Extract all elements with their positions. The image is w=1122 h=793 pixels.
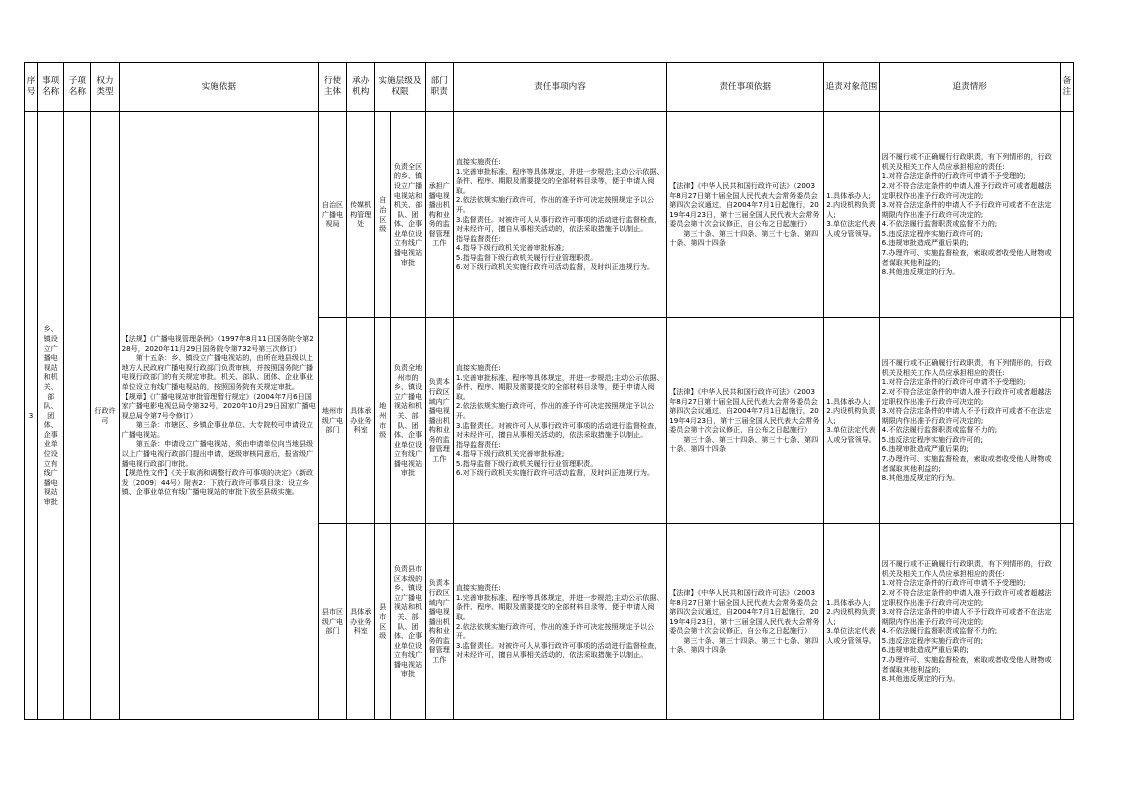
header-row [25,63,1074,112]
duty-list-page [24,62,1074,720]
row-dept-duty: 负责本行政区域内广播电视播出机构和业务的监督管理工作 [425,318,453,524]
header-subject: 行使主体 [318,63,346,112]
row-level: 自治区级 [375,112,391,318]
header-resp-content: 责任事项内容 [453,63,666,112]
row-level: 县市区级 [375,524,391,720]
row-situation: 因不履行或不正确履行行政职责，有下列情形的，行政机关及相关工作人员应承担相应的责任: 1.对符合法定条件的行政许可申请不予受理的; 2.对不符合法定条件的申请人准予行政许可或者超越法定职权作出准予行政许可决定的; 3.对符合法定条件的申请人不予行政许可或者不在法定期限内作出准予行政许可决定的; 4.不依法履行监督职责或监督不力的; 5.违反法定程序实施行政许可的; 6.违规审批造成严重后果的; 7.办理许可、实施监督检查，索取或者收受他人财物或者谋取其他利益的; 8.其他违反规定的行为。 [879,524,1060,720]
row-scope: 负责全地州市的乡、镇设立广播电视站和机关、部队、团体、企事业单位设立有线广播电视站审批 [391,318,425,524]
header-dept-duty: 部门职责 [425,63,453,112]
header-org: 承办机构 [347,63,375,112]
row-situation: 因不履行或不正确履行行政职责，有下列情形的，行政机关及相关工作人员应承担相应的责任: 1.对符合法定条件的行政许可申请不予受理的; 2.对不符合法定条件的申请人准予行政许可或者超越法定职权作出准予行政许可决定的; 3.对符合法定条件的申请人不予行政许可或者不在法定期限内作出准予行政许可决定的; 4.不依法履行监督职责或监督不力的; 5.违反法定程序实施行政许可的; 6.违规审批造成严重后果的; 7.办理许可、实施监督检查，索取或者收受他人财物或者谋取其他利益的; 8.其他违反规定的行为。 [879,318,1060,524]
table-row [25,112,1074,318]
item-name: 乡、镇设立广播电视站和机关、部队、团体、企事业单位设立有线广播电视站审批 [38,112,64,720]
row-resp-basis: 【法律】《中华人民共和国行政许可法》（2003年8月27日第十届全国人民代表大会常务委员会第四次会议通过，自2004年7月1日起施行，2019年4月23日，第十三届全国人民代表大会常务委员会第十次会议修正，自公布之日起施行） 第三十条、第三十四条、第三十七条、第四十条、第四十四条 [667,524,824,720]
item-power-type: 行政许可 [91,112,119,720]
row-resp-basis: 【法律】《中华人民共和国行政许可法》（2003年8月27日第十届全国人民代表大会常务委员会第四次会议通过，自2004年7月1日起施行，2019年4月23日，第十三届全国人民代表大会常务委员会第十次会议修正，自公布之日起施行） 第三十条、第三十四条、第三十七条、第四十条、第四十四条 [667,318,824,524]
header-power-type: 权力类型 [91,63,119,112]
row-org: 传媒机构管理处 [347,112,375,318]
row-org: 具体承办业务科室 [347,524,375,720]
row-scope: 负责县市区本级的乡、镇设立广播电视站和机关、部队、团体、企事业单位设立有线广播电视站审批 [391,524,425,720]
row-remark [1060,524,1073,720]
header-situation: 追责情形 [879,63,1060,112]
row-remark [1060,318,1073,524]
row-subject: 地州市级广电部门 [318,318,346,524]
row-target: 1.具体承办人; 2.内设机构负责人; 3.单位法定代表人或分管领导。 [824,318,879,524]
row-dept-duty: 负责本行政区域内广播电视播出机构和业务的监督管理工作 [425,524,453,720]
row-scope: 负责全区的乡、镇设立广播电视站和机关、部队、团体、企事业单位设立有线广播电视站审批 [391,112,425,318]
row-subject: 县市区级广电部门 [318,524,346,720]
row-resp-basis: 【法律】《中华人民共和国行政许可法》（2003年8月27日第十届全国人民代表大会常务委员会第四次会议通过，自2004年7月1日起施行，2019年4月23日，第十三届全国人民代表大会常务委员会第十次会议修正，自公布之日起施行） 第三十条、第三十四条、第三十七条、第四十条、第四十四条 [667,112,824,318]
header-resp-basis: 责任事项依据 [667,63,824,112]
row-situation: 因不履行或不正确履行行政职责，有下列情形的，行政机关及相关工作人员应承担相应的责任: 1.对符合法定条件的行政许可申请不予受理的; 2.对不符合法定条件的申请人准予行政许可或者超越法定职权作出准予行政许可决定的; 3.对符合法定条件的申请人不予行政许可或者不在法定期限内作出准予行政许可决定的; 4.不依法履行监督职责或监督不力的; 5.违反法定程序实施行政许可的; 6.违规审批造成严重后果的; 7.办理许可、实施监督检查，索取或者收受他人财物或者谋取其他利益的; 8.其他违反规定的行为。 [879,112,1060,318]
item-basis: 【法规】《广播电视管理条例》（1997年8月11日国务院令第228号，2020年11月29日国务院令第732号第三次修订） 第十五条：乡、镇设立广播电视站的，由所在地县级以上地方人民政府广播电视行政部门负责审核，并按照国务院广播电视行政部门的有关规定审批。机关、部队、团体、企业事业单位设立有线广播电视站的，按照国务院有关规定审批。 【规章】《广播电视站审批管理暂行规定》（2004年7月6日国家广播电影电视总局令第32号，2020年10月29日国家广播电视总局令第7号令修订） 第三条：市辖区、乡镇企事业单位、大专院校可申请设立广播电视站。 第五条：申请设立广播电视站，须由申请单位向当地县级以上广播电视行政部门提出申请，逐级审核同意后，报省级广播电视行政部门审批。 【规范性文件】《关于取消和调整行政许可事项的决定》（新政发〔2009〕44号）附表2：下放行政许可事项目录：设立乡镇、企事业单位有线广播电视站的审批下放至县级实施。 [119,112,318,720]
header-remark: 备注 [1060,63,1073,112]
row-resp-content: 直接实施责任: 1.完善审批标准、程序等具体规定，并进一步规范;主动公示依据、条件、程序、期限及需要提交的全部材料目录等，便于申请人阅取。 2.依法依规实施行政许可，作出的准予许可决定按照规定予以公开。 3.监督责任。对被许可人从事行政许可事项的活动进行监督检查，对未经许可，擅自从事相关活动的，依法采取措施予以制止。 [453,524,666,720]
power-duty-table [24,62,1074,720]
item-seq: 3 [25,112,38,720]
item-subname [64,112,91,720]
row-subject: 自治区广播电视局 [318,112,346,318]
header-subitem-name: 子项名称 [64,63,91,112]
header-item-name: 事项名称 [38,63,64,112]
row-dept-duty: 承担广播电视播出机构和业务的监督管理工作 [425,112,453,318]
header-target: 追责对象范围 [824,63,879,112]
header-basis: 实施依据 [119,63,318,112]
row-remark [1060,112,1073,318]
row-target: 1.具体承办人; 2.内设机构负责人; 3.单位法定代表人或分管领导。 [824,524,879,720]
header-level: 实施层级及权限 [375,63,425,112]
row-resp-content: 直接实施责任: 1.完善审批标准、程序等具体规定，并进一步规范;主动公示依据、条件、程序、期限及需要提交的全部材料目录等，便于申请人阅取。 2.依法依规实施行政许可，作出的准予许可决定按照规定予以公开。 3.监督责任。对被许可人从事行政许可事项的活动进行监督检查，对未经许可，擅自从事相关活动的，依法采取措施予以制止。 指导监督责任: 4.指导下级行政机关完善审批标准; 5.指导监督下级行政机关履行行业管理职责。 6.对下级行政机关实施行政许可活动监督，及时纠正违规行为。 [453,112,666,318]
header-seq: 序号 [25,63,38,112]
row-org: 具体承办业务科室 [347,318,375,524]
row-resp-content: 直接实施责任: 1.完善审批标准、程序等具体规定，并进一步规范;主动公示依据、条件、程序、期限及需要提交的全部材料目录等，便于申请人阅取。 2.依法依规实施行政许可，作出的准予许可决定按照规定予以公开。 3.监督责任。对被许可人从事行政许可事项的活动进行监督检查，对未经许可，擅自从事相关活动的，依法采取措施予以制止。 指导监督责任: 4.指导下级行政机关完善审批标准; 5.指导监督下级行政机关履行行业管理职责。 6.对下级行政机关实施行政许可活动监督，及时纠正违规行为。 [453,318,666,524]
row-target: 1.具体承办人; 2.内设机构负责人; 3.单位法定代表人或分管领导。 [824,112,879,318]
row-level: 地州市级 [375,318,391,524]
